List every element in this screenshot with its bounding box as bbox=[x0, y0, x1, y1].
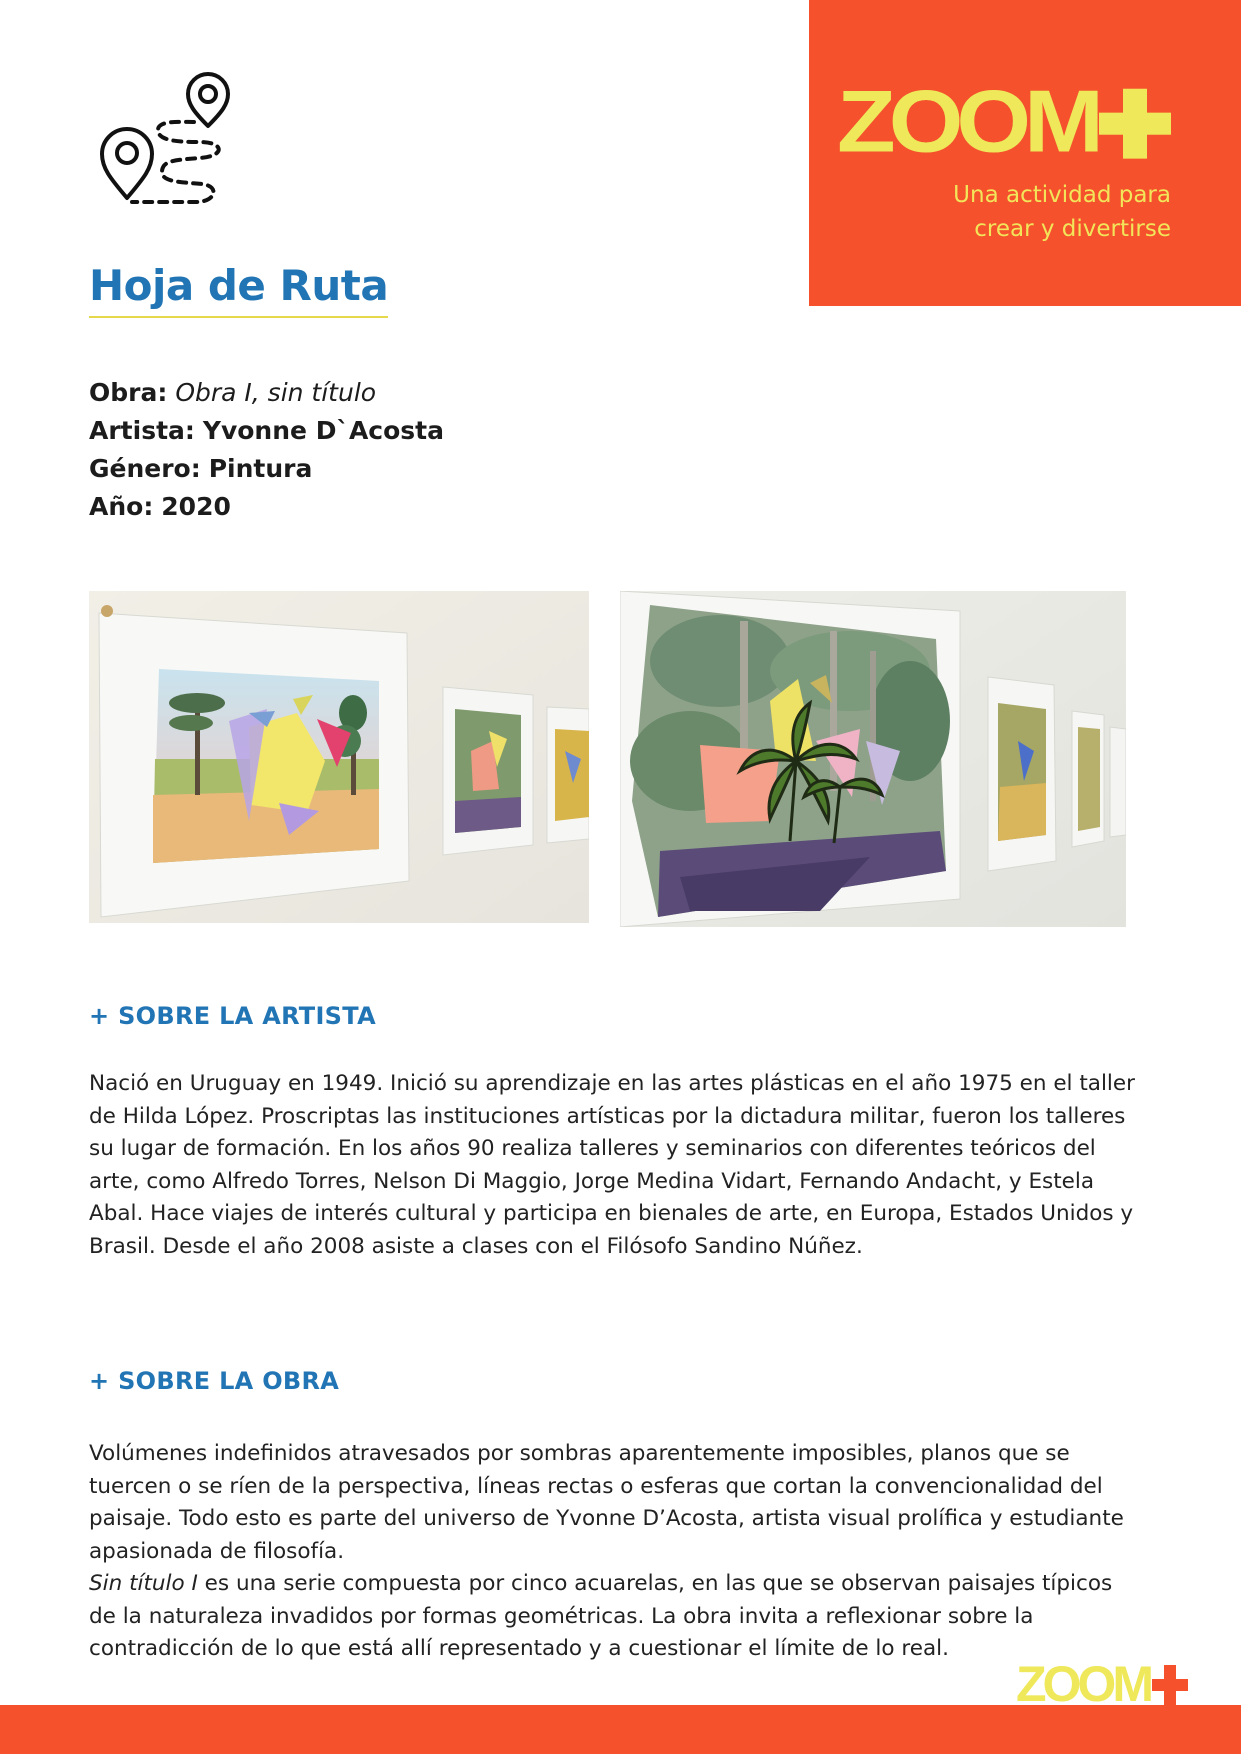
brand-header-block bbox=[809, 0, 1241, 306]
obra-value: Obra I, sin título bbox=[175, 378, 377, 407]
artista-label: Artista: bbox=[89, 416, 195, 445]
meta-obra bbox=[89, 374, 444, 412]
tagline-line-2: crear y divertirse bbox=[974, 216, 1171, 242]
zoom-logo-text: ZOOM bbox=[837, 72, 1097, 171]
footer-plus-icon bbox=[1152, 1665, 1188, 1705]
artwork-photo-right bbox=[620, 591, 1126, 927]
artwork-metadata bbox=[89, 374, 444, 526]
page-title: Hoja de Ruta bbox=[89, 258, 388, 318]
tagline-line-1: Una actividad para bbox=[953, 182, 1171, 208]
work-description bbox=[89, 1438, 1139, 1666]
zoom-logo bbox=[837, 72, 1171, 171]
meta-genero bbox=[89, 450, 444, 488]
section-heading-work: + SOBRE LA OBRA bbox=[89, 1367, 340, 1395]
genero-label: Género: bbox=[89, 454, 201, 483]
work-paragraph-2 bbox=[89, 1568, 1139, 1666]
obra-label: Obra: bbox=[89, 378, 168, 407]
footer-bar bbox=[0, 1705, 1241, 1754]
artista-value: Yvonne D`Acosta bbox=[202, 416, 444, 445]
plus-icon bbox=[1099, 89, 1171, 159]
meta-anio bbox=[89, 488, 444, 526]
genero-value: Pintura bbox=[208, 454, 313, 483]
section-heading-artist: + SOBRE LA ARTISTA bbox=[89, 1002, 376, 1030]
work-paragraph-1: Volúmenes indefinidos atravesados por sombras aparentemente imposibles, planos que se tuercen o se ríen de la perspectiva, líneas rectas o esferas que cortan la convencionalidad del paisaje. Todo esto es parte del universo de Yvonne D’Acosta, artista visual prolífica y estudiante apasionada de filosofía. bbox=[89, 1441, 1124, 1564]
footer-logo-text: ZOOM bbox=[1016, 1656, 1150, 1712]
meta-artista bbox=[89, 412, 444, 450]
brand-tagline bbox=[953, 178, 1171, 246]
work-title-italic: Sin título I bbox=[89, 1571, 198, 1596]
route-map-pins-icon bbox=[96, 70, 246, 210]
anio-value: 2020 bbox=[161, 492, 231, 521]
artist-bio: Nació en Uruguay en 1949. Inició su aprendizaje en las artes plásticas en el año 1975 en el taller de Hilda López. Proscriptas las instituciones artísticas por la dictadura militar, fueron los talleres su lugar de formación. En los años 90 realiza talleres y seminarios con diferentes teóricos del arte, como Alfredo Torres, Nelson Di Maggio, Jorge Medina Vidart, Fernando Andacht, y Estela Abal. Hace viajes de interés cultural y participa en bienales de arte, en Europa, Estados Unidos y Brasil. Desde el año 2008 asiste a clases con el Filósofo Sandino Núñez. bbox=[89, 1071, 1135, 1259]
anio-label: Año: bbox=[89, 492, 154, 521]
artwork-photo-left bbox=[89, 591, 589, 923]
work-paragraph-2-text: es una serie compuesta por cinco acuarelas, en las que se observan paisajes típicos de la naturaleza invadidos por formas geométricas. La obra invita a reflexionar sobre la contradicción de lo que está allí representado y a cuestionar el límite de lo real. bbox=[89, 1571, 1113, 1661]
footer-zoom-logo bbox=[1016, 1656, 1188, 1712]
